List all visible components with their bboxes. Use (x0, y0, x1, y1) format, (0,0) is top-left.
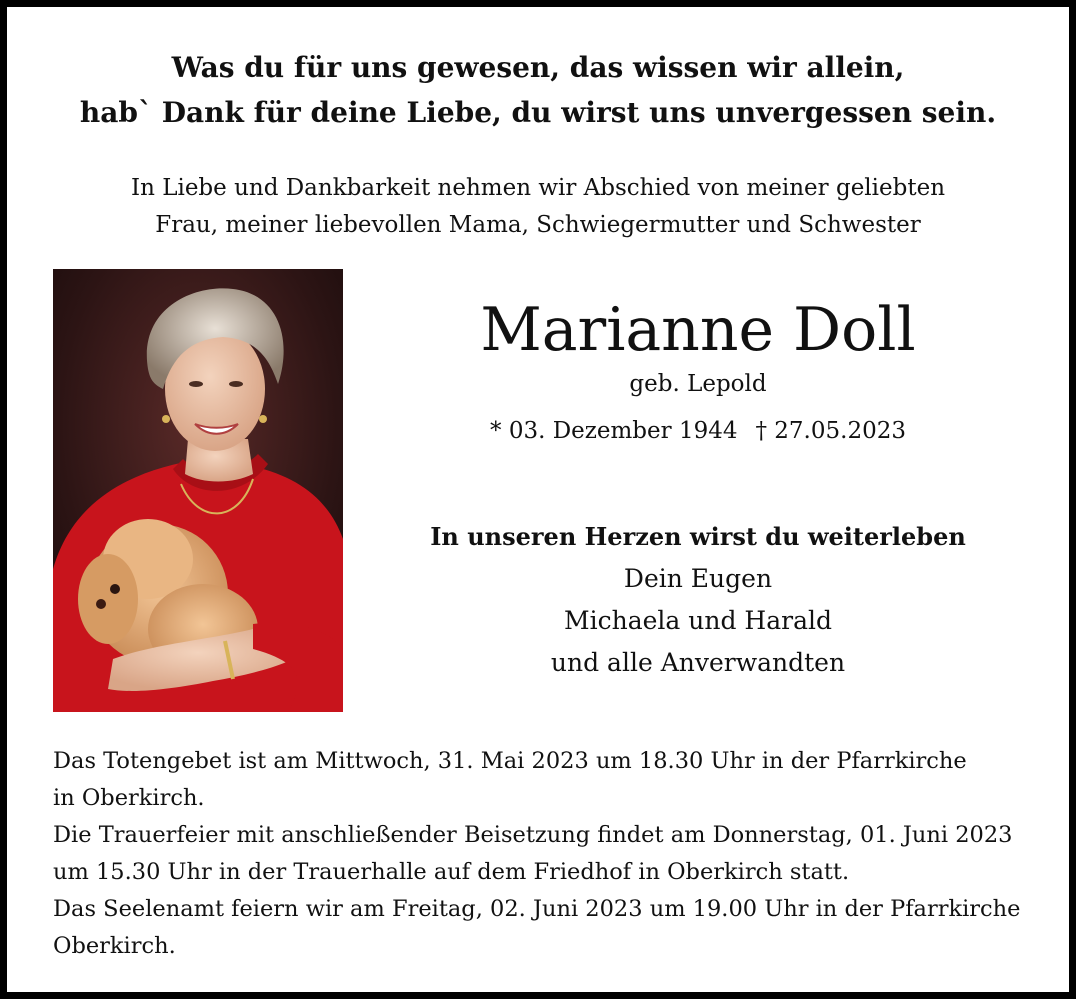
notice-line: Oberkirch. (53, 933, 176, 959)
portrait-photo (53, 269, 343, 712)
mourners-block (347, 516, 1049, 684)
intro-text (14, 170, 1062, 244)
intro-line-2: Frau, meiner liebevollen Mama, Schwiegermutter und Schwester (155, 212, 921, 238)
birth-date: * 03. Dezember 1944 (490, 418, 738, 444)
mourner-line: Michaela und Harald (564, 606, 832, 635)
memorial-poem (14, 45, 1062, 135)
poem-line-1: Was du für uns gewesen, das wissen wir allein, (171, 51, 905, 84)
notice-line: in Oberkirch. (53, 785, 205, 811)
mourners-lead: In unseren Herzen wirst du weiterleben (430, 522, 966, 551)
maiden-name: geb. Lepold (629, 371, 767, 397)
notice-line: Das Totengebet ist am Mittwoch, 31. Mai 2023 um 18.30 Uhr in der Pfarrkirche (53, 748, 967, 774)
mourner-line: und alle Anverwandten (550, 648, 846, 677)
life-dates (347, 413, 1049, 449)
death-date: † 27.05.2023 (755, 418, 906, 444)
notice-line: Das Seelenamt feiern wir am Freitag, 02. Juni 2023 um 19.00 Uhr in der Pfarrkirche (53, 896, 1021, 922)
funeral-notice (53, 743, 1053, 965)
notice-line: um 15.30 Uhr in der Trauerhalle auf dem Friedhof in Oberkirch statt. (53, 859, 850, 885)
intro-line-1: In Liebe und Dankbarkeit nehmen wir Abschied von meiner geliebten (130, 175, 946, 201)
mourner-line: Dein Eugen (623, 564, 773, 593)
poem-line-2: hab` Dank für deine Liebe, du wirst uns unvergessen sein. (79, 96, 997, 129)
notice-line: Die Trauerfeier mit anschließender Beisetzung findet am Donnerstag, 01. Juni 2023 (53, 822, 1013, 848)
deceased-name: Marianne Doll (480, 295, 916, 365)
